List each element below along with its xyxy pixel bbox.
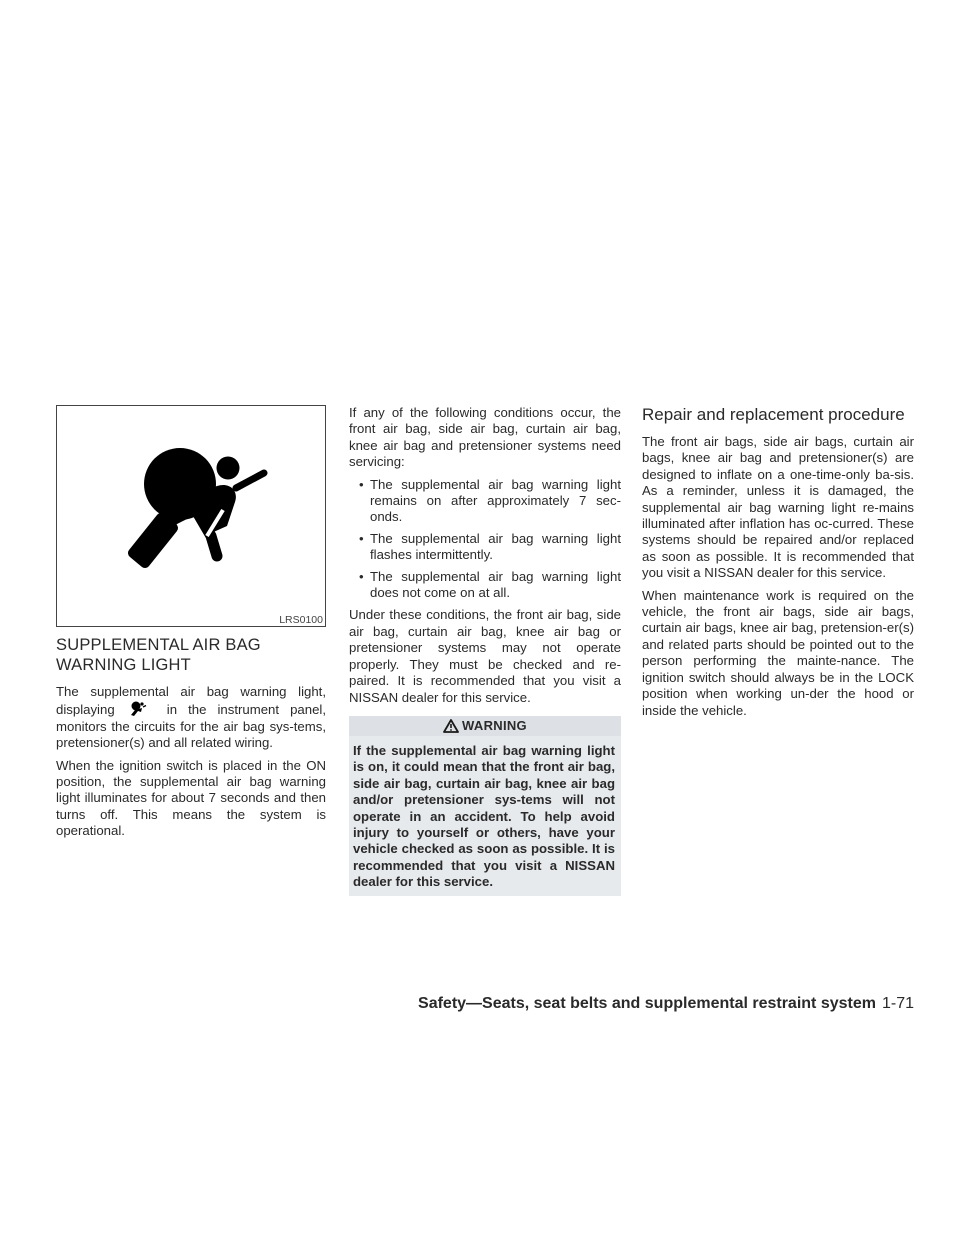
airbag-warning-inline-icon	[126, 700, 156, 716]
conditions-after: Under these conditions, the front air bag, side air bag, curtain air bag, knee air bag or pretensioner systems may not operate properly. They must be checked and re-paired. It is recommended that you visit a NISSAN dealer for this service.	[349, 607, 621, 705]
repair-paragraph-2: When maintenance work is required on the vehicle, the front air bags, side air bags, curtain air bags, knee air bag, pretension-er(s) and related parts should be pointed out to the person performing the mainte-nance. The ignition switch should always be in the LOCK position when working un-der the hood or inside the vehicle.	[642, 587, 914, 718]
figure-code: LRS0100	[279, 614, 323, 626]
section-title: SUPPLEMENTAL AIR BAG WARNING LIGHT	[56, 636, 261, 674]
conditions-intro: If any of the following conditions occur, the front air bag, side air bag, curtain air bag, knee air bag and pretensioner systems need servicing:	[349, 405, 621, 470]
list-item: • The supplemental air bag warning light flashes intermittently.	[359, 531, 621, 564]
repair-paragraph-1: The front air bags, side air bags, curtain air bags, knee air bag and pretensioner(s) are designed to inflate on a one-time-only ba-sis. As a reminder, unless it is damaged, the supplemental air bag warning light re-mains illuminated after inflation has oc-curred. These systems should be repaired and/or replaced as soon as possible. It is recommended that you visit a NISSAN dealer for this service.	[642, 434, 914, 581]
warning-box	[349, 716, 621, 896]
warning-text: If the supplemental air bag warning light is on, it could mean that the front air bag, side air bag, curtain air bag, knee air bag and/or pretensioner sys-tems will not operate in an accident. To help avoid injury to yourself or others, have your vehicle checked as soon as possible. It is recommended that you visit a NISSAN dealer for this service.	[349, 736, 621, 896]
conditions-list	[349, 477, 621, 602]
column-middle	[349, 405, 621, 896]
airbag-warning-icon	[57, 406, 325, 626]
column-right	[642, 405, 914, 725]
section-paragraph-2: When the ignition switch is placed in the ON position, the supplemental air bag warning light illuminates for about 7 seconds and then turns off. This means the system is operational.	[56, 757, 326, 839]
section-paragraph-1: The supplemental air bag warning light, displaying in the instrument panel, monitors the circuits for the air bag sys-tems, pretensioner(s) and all related wiring.	[56, 684, 327, 751]
repair-title: Repair and replacement procedure	[642, 405, 905, 424]
column-left	[56, 405, 326, 846]
list-item: • The supplemental air bag warning light remains on after approximately 7 sec-onds.	[359, 477, 621, 526]
warning-header	[349, 716, 621, 736]
page-footer	[418, 994, 914, 1014]
footer-chapter-title: Safety—Seats, seat belts and supplemental restraint system	[418, 995, 876, 1012]
warning-triangle-icon	[443, 719, 459, 733]
airbag-warning-figure	[56, 405, 326, 627]
page-number: 1-71	[881, 995, 914, 1012]
list-item: • The supplemental air bag warning light does not come on at all.	[359, 569, 621, 602]
warning-label: WARNING	[462, 717, 527, 733]
